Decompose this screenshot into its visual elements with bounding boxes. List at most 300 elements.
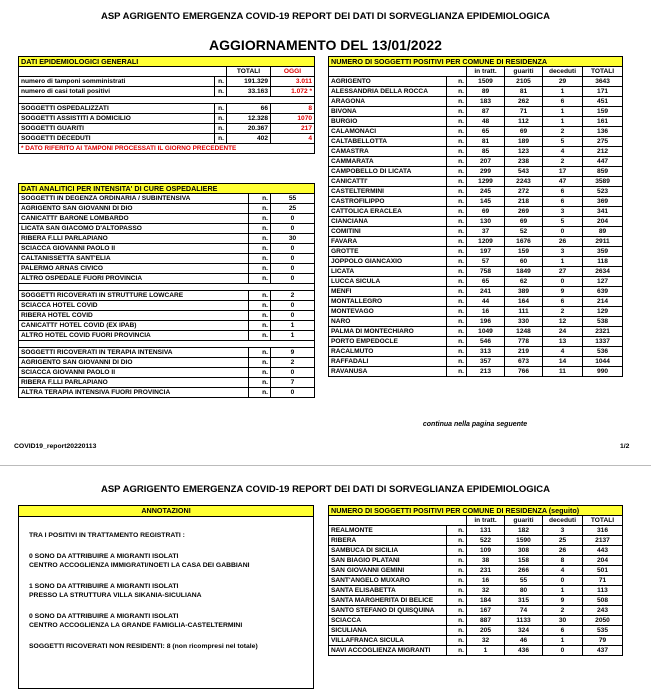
general-n: n.	[215, 114, 227, 124]
comune-value: 14	[543, 357, 583, 367]
annotation-line: CENTRO ACCOGLIENZA LA GRANDE FAMIGLIA-CASTELTERMINI	[29, 622, 243, 629]
comune-value: 136	[583, 127, 623, 137]
comune-value: 80	[505, 586, 543, 596]
hospital-label: CANICATTI' HOTEL COVID (EX IPAB)	[19, 321, 249, 331]
blank-cell	[329, 516, 447, 526]
general-label: SOGGETTI DECEDUTI	[19, 134, 215, 144]
comuni-table-continued	[328, 505, 623, 656]
hospital-n: n.	[249, 378, 271, 388]
comune-value: 87	[467, 107, 505, 117]
comune-value: n.	[447, 347, 467, 357]
comune-value: 6	[543, 297, 583, 307]
hospital-value: 30	[271, 234, 315, 244]
comune-value: 109	[467, 546, 505, 556]
blank-cell	[447, 67, 467, 77]
comune-name: VILLAFRANCA SICULA	[329, 636, 447, 646]
comune-value: 69	[505, 217, 543, 227]
general-n: n.	[215, 124, 227, 134]
comune-value: 207	[467, 157, 505, 167]
comune-value: 26	[543, 546, 583, 556]
comune-value: 214	[583, 297, 623, 307]
general-row	[19, 114, 315, 124]
comune-value: 182	[505, 526, 543, 536]
comuni-row	[329, 217, 623, 227]
comune-value: n.	[447, 277, 467, 287]
comune-value: n.	[447, 237, 467, 247]
comune-value: 2	[543, 157, 583, 167]
comune-value: 778	[505, 337, 543, 347]
general-row	[19, 77, 315, 87]
comune-value: 1849	[505, 267, 543, 277]
comuni-row	[329, 616, 623, 626]
general-n: n.	[215, 134, 227, 144]
hospital-label: RIBERA F.LLI PARLAPIANO	[19, 378, 249, 388]
comune-value: 32	[467, 586, 505, 596]
comune-value: 357	[467, 357, 505, 367]
general-label: SOGGETTI OSPEDALIZZATI	[19, 104, 215, 114]
comune-value: n.	[447, 287, 467, 297]
hospital-row	[19, 214, 315, 224]
comune-value: 673	[505, 357, 543, 367]
comune-value: 74	[505, 606, 543, 616]
comune-value: n.	[447, 317, 467, 327]
comune-value: 131	[467, 526, 505, 536]
comune-value: 1248	[505, 327, 543, 337]
annotation-line: SOGGETTI RICOVERATI NON RESIDENTI: 8 (non ricompresi nel totale)	[29, 642, 258, 650]
comune-name: RIBERA	[329, 536, 447, 546]
comuni-row	[329, 97, 623, 107]
comune-value: 9	[543, 596, 583, 606]
comuni-row	[329, 207, 623, 217]
comune-name: GROTTE	[329, 247, 447, 257]
comune-value: 55	[505, 576, 543, 586]
hospital-row	[19, 244, 315, 254]
hospital-value: 0	[271, 264, 315, 274]
comune-value: n.	[447, 606, 467, 616]
comune-value: n.	[447, 616, 467, 626]
comuni-col-header: guariti	[505, 516, 543, 526]
comune-value: 171	[583, 87, 623, 97]
comune-value: 113	[583, 586, 623, 596]
comuni-row	[329, 606, 623, 616]
comune-value: 183	[467, 97, 505, 107]
comune-value: 24	[543, 327, 583, 337]
comune-value: 159	[505, 247, 543, 257]
comune-name: CASTROFILIPPO	[329, 197, 447, 207]
annotation-paragraph	[29, 531, 303, 541]
comune-value: 2911	[583, 237, 623, 247]
comune-value: 129	[583, 307, 623, 317]
hospital-row	[19, 368, 315, 378]
comuni-row	[329, 107, 623, 117]
comune-value: 30	[543, 616, 583, 626]
comune-value: 205	[467, 626, 505, 636]
comune-value: n.	[447, 636, 467, 646]
general-today: 217	[271, 124, 315, 134]
comune-value: 111	[505, 307, 543, 317]
comune-value: 3643	[583, 77, 623, 87]
comune-name: SANTA ELISABETTA	[329, 586, 447, 596]
comune-value: 204	[583, 556, 623, 566]
report-date-title: AGGIORNAMENTO DEL 13/01/2022	[209, 37, 442, 53]
comune-value: 1044	[583, 357, 623, 367]
comune-value: 12	[543, 317, 583, 327]
hospital-value: 0	[271, 214, 315, 224]
comune-value: 0	[543, 576, 583, 586]
general-total: 20.367	[227, 124, 271, 134]
comune-name: LUCCA SICULA	[329, 277, 447, 287]
comune-value: 1	[543, 107, 583, 117]
comune-value: 1676	[505, 237, 543, 247]
comune-value: 213	[467, 367, 505, 377]
comune-value: 52	[505, 227, 543, 237]
comune-name: CASTELTERMINI	[329, 187, 447, 197]
general-today: 8	[271, 104, 315, 114]
hospital-value: 2	[271, 358, 315, 368]
hospital-n: n.	[249, 291, 271, 301]
comune-value: 5	[543, 137, 583, 147]
annotations-body	[19, 517, 313, 651]
hospital-label: ALTRA TERAPIA INTENSIVA FUORI PROVINCIA	[19, 388, 249, 398]
general-total: 12.328	[227, 114, 271, 124]
comune-value: n.	[447, 227, 467, 237]
comune-value: 523	[583, 187, 623, 197]
general-row	[19, 134, 315, 144]
comuni-row	[329, 546, 623, 556]
comune-name: REALMONTE	[329, 526, 447, 536]
comuni-row	[329, 646, 623, 656]
comune-value: 62	[505, 277, 543, 287]
comune-value: 6	[543, 626, 583, 636]
comune-value: 308	[505, 546, 543, 556]
hospital-label: SCIACCA GIOVANNI PAOLO II	[19, 368, 249, 378]
comune-value: 272	[505, 187, 543, 197]
hospital-label: SCIACCA GIOVANNI PAOLO II	[19, 244, 249, 254]
hospital-n: n.	[249, 388, 271, 398]
comune-value: n.	[447, 337, 467, 347]
annotation-line: CENTRO ACCOGLIENZA IMMIGRATI/NOETI LA CASA DEI GABBIANI	[29, 562, 250, 569]
comuni2-heading: NUMERO DI SOGGETTI POSITIVI PER COMUNE DI RESIDENZA (seguito)	[329, 506, 623, 516]
comune-name: SAN GIOVANNI GEMINI	[329, 566, 447, 576]
comune-value: n.	[447, 536, 467, 546]
general-total: 402	[227, 134, 271, 144]
general-note-row	[19, 144, 315, 154]
comuni-row	[329, 596, 623, 606]
comune-name: CALTABELLOTTA	[329, 137, 447, 147]
comune-value: 65	[467, 127, 505, 137]
comune-name: CANICATTI'	[329, 177, 447, 187]
comune-value: n.	[447, 247, 467, 257]
annotation-paragraph	[29, 642, 303, 652]
hospital-value: 0	[271, 274, 315, 284]
comune-value: 89	[467, 87, 505, 97]
hospital-row	[19, 274, 315, 284]
general-label: SOGGETTI ASSISTITI A DOMICILIO	[19, 114, 215, 124]
comune-value: 197	[467, 247, 505, 257]
comune-value: 127	[583, 277, 623, 287]
comune-value: n.	[447, 117, 467, 127]
comune-name: MONTALLEGRO	[329, 297, 447, 307]
general-row	[19, 124, 315, 134]
annotations-box	[18, 505, 314, 689]
comune-value: 0	[543, 277, 583, 287]
comuni-row	[329, 586, 623, 596]
hospital-row	[19, 378, 315, 388]
comune-value: 85	[467, 147, 505, 157]
comune-value: n.	[447, 596, 467, 606]
hospital-value: 7	[271, 378, 315, 388]
comuni-row	[329, 327, 623, 337]
comune-value: 543	[505, 167, 543, 177]
hospital-row	[19, 234, 315, 244]
comune-name: PALMA DI MONTECHIARO	[329, 327, 447, 337]
hospital-n: n.	[249, 204, 271, 214]
comune-value: 1590	[505, 536, 543, 546]
comune-value: 859	[583, 167, 623, 177]
comune-value: 161	[583, 117, 623, 127]
comuni-row	[329, 337, 623, 347]
comune-value: n.	[447, 646, 467, 656]
comuni-row	[329, 147, 623, 157]
comune-name: JOPPOLO GIANCAXIO	[329, 257, 447, 267]
comune-value: 330	[505, 317, 543, 327]
blank-cell	[329, 67, 447, 77]
comune-value: n.	[447, 526, 467, 536]
comune-value: 1049	[467, 327, 505, 337]
hospital-group-label: SOGGETTI IN DEGENZA ORDINARIA / SUBINTENSIVA	[19, 194, 249, 204]
hospital-label: AGRIGENTO SAN GIOVANNI DI DIO	[19, 204, 249, 214]
comune-value: n.	[447, 197, 467, 207]
comuni-row	[329, 526, 623, 536]
continued-note: continua nella pagina seguente	[422, 421, 528, 428]
hospital-value: 2	[271, 291, 315, 301]
comune-name: ARAGONA	[329, 97, 447, 107]
hospital-label: PALERMO ARNAS CIVICO	[19, 264, 249, 274]
comune-value: n.	[447, 77, 467, 87]
comune-value: 189	[505, 137, 543, 147]
comune-name: SCIACCA	[329, 616, 447, 626]
comuni-row	[329, 566, 623, 576]
comune-value: 1	[543, 636, 583, 646]
comune-value: 2243	[505, 177, 543, 187]
comuni-row	[329, 576, 623, 586]
comune-value: 71	[505, 107, 543, 117]
comune-value: n.	[447, 307, 467, 317]
comune-value: 112	[505, 117, 543, 127]
hospital-row	[19, 224, 315, 234]
hospital-n: n.	[249, 264, 271, 274]
comuni-row	[329, 117, 623, 127]
comune-value: 6	[543, 97, 583, 107]
comune-name: RAFFADALI	[329, 357, 447, 367]
comune-value: 639	[583, 287, 623, 297]
comuni-row	[329, 367, 623, 377]
hospital-row	[19, 311, 315, 321]
hospital-value: 9	[271, 348, 315, 358]
hospital-value: 0	[271, 368, 315, 378]
hospital-n: n.	[249, 194, 271, 204]
hospital-label: CANICATTI' BARONE LOMBARDO	[19, 214, 249, 224]
comune-value: 313	[467, 347, 505, 357]
comuni-col-header: in tratt.	[467, 516, 505, 526]
hospital-value: 0	[271, 254, 315, 264]
hospital-value: 55	[271, 194, 315, 204]
general-total: 191.329	[227, 77, 271, 87]
comune-value: 219	[505, 347, 543, 357]
annotation-paragraph	[29, 582, 303, 601]
comune-value: 275	[583, 137, 623, 147]
comune-name: CAMASTRA	[329, 147, 447, 157]
comune-name: AGRIGENTO	[329, 77, 447, 87]
hospital-label: LICATA SAN GIACOMO D'ALTOPASSO	[19, 224, 249, 234]
general-today: 4	[271, 134, 315, 144]
annotation-line: TRA I POSITIVI IN TRATTAMENTO REGISTRATI :	[29, 532, 185, 539]
comune-value: 8	[543, 556, 583, 566]
comuni-heading: NUMERO DI SOGGETTI POSITIVI PER COMUNE DI RESIDENZA	[329, 57, 623, 67]
comune-value: n.	[447, 207, 467, 217]
comuni-col-headers	[329, 516, 623, 526]
comuni-row	[329, 556, 623, 566]
comune-value: 167	[467, 606, 505, 616]
comune-value: 65	[467, 277, 505, 287]
comune-value: 266	[505, 566, 543, 576]
comune-name: LICATA	[329, 267, 447, 277]
hospital-value: 0	[271, 224, 315, 234]
general-note: * DATO RIFERITO AI TAMPONI PROCESSATI IL GIORNO PRECEDENTE	[19, 144, 315, 154]
hospital-data-table	[18, 183, 315, 398]
comune-name: COMITINI	[329, 227, 447, 237]
comune-value: 451	[583, 97, 623, 107]
comune-value: n.	[447, 107, 467, 117]
hospital-value: 1	[271, 321, 315, 331]
comune-value: 443	[583, 546, 623, 556]
hospital-row	[19, 254, 315, 264]
comune-value: 48	[467, 117, 505, 127]
comune-value: n.	[447, 327, 467, 337]
comuni-row	[329, 87, 623, 97]
comuni-row	[329, 177, 623, 187]
general-heading: DATI EPIDEMIOLOGICI GENERALI	[19, 57, 315, 67]
annotation-line: PRESSO LA STRUTTURA VILLA SIKANIA-SICULIANA	[29, 592, 202, 599]
comune-value: n.	[447, 177, 467, 187]
comune-value: 16	[467, 576, 505, 586]
comune-name: NAVI ACCOGLIENZA MIGRANTI	[329, 646, 447, 656]
comune-value: 245	[467, 187, 505, 197]
comune-name: CAMMARATA	[329, 157, 447, 167]
hospital-label: SCIACCA HOTEL COVID	[19, 301, 249, 311]
comune-value: 26	[543, 237, 583, 247]
comuni-row	[329, 77, 623, 87]
comune-value: 164	[505, 297, 543, 307]
comune-value: 437	[583, 646, 623, 656]
comune-value: 2050	[583, 616, 623, 626]
comune-value: 123	[505, 147, 543, 157]
comune-value: n.	[447, 147, 467, 157]
comune-name: CATTOLICA ERACLEA	[329, 207, 447, 217]
comune-value: 27	[543, 267, 583, 277]
comune-value: 238	[505, 157, 543, 167]
page-separator	[0, 465, 651, 466]
comune-name: SANT'ANGELO MUXARO	[329, 576, 447, 586]
spacer-row	[19, 284, 315, 291]
general-today: 3.011	[271, 77, 315, 87]
annotation-paragraph	[29, 612, 303, 631]
hospital-n: n.	[249, 274, 271, 284]
hospital-n: n.	[249, 348, 271, 358]
hospital-group-title	[19, 291, 315, 301]
hospital-n: n.	[249, 214, 271, 224]
comune-value: 536	[583, 347, 623, 357]
hospital-heading: DATI ANALITICI PER INTENSITA' DI CURE OSPEDALIERE	[19, 184, 315, 194]
hospital-n: n.	[249, 224, 271, 234]
comuni-col-header: deceduti	[543, 516, 583, 526]
footer-page: 1/2	[620, 443, 630, 450]
comune-value: 316	[583, 526, 623, 536]
comune-value: n.	[447, 137, 467, 147]
general-label: numero di casi totali positivi	[19, 87, 215, 97]
hospital-value: 25	[271, 204, 315, 214]
comune-name: SANTO STEFANO DI QUISQUINA	[329, 606, 447, 616]
hospital-row	[19, 358, 315, 368]
comune-value: 2	[543, 307, 583, 317]
comune-value: 44	[467, 297, 505, 307]
annotation-line: 0 SONO DA ATTRIBUIRE A MIGRANTI ISOLATI	[29, 552, 179, 560]
comune-name: SAN BIAGIO PLATANI	[329, 556, 447, 566]
comune-value: 1	[543, 586, 583, 596]
hospital-label: ALTRO HOTEL COVID FUORI PROVINCIA	[19, 331, 249, 341]
comuni-row	[329, 317, 623, 327]
comune-name: RACALMUTO	[329, 347, 447, 357]
comune-value: 130	[467, 217, 505, 227]
comune-value: 218	[505, 197, 543, 207]
comune-name: CAMPOBELLO DI LICATA	[329, 167, 447, 177]
col-oggi: OGGI	[271, 67, 315, 77]
annotation-line: 1 SONO DA ATTRIBUIRE A MIGRANTI ISOLATI	[29, 582, 179, 590]
comune-value: 1	[543, 117, 583, 127]
hospital-label: RIBERA F.LLI PARLAPIANO	[19, 234, 249, 244]
comune-value: 46	[505, 636, 543, 646]
hospital-row	[19, 331, 315, 341]
comuni-row	[329, 626, 623, 636]
comune-value: 1133	[505, 616, 543, 626]
comune-value: 501	[583, 566, 623, 576]
general-n: n.	[215, 77, 227, 87]
hospital-group-label: SOGGETTI RICOVERATI IN STRUTTURE LOWCARE	[19, 291, 249, 301]
comune-value: 158	[505, 556, 543, 566]
comune-value: n.	[447, 127, 467, 137]
comune-name: BURGIO	[329, 117, 447, 127]
comune-value: 81	[505, 87, 543, 97]
comune-value: 3	[543, 247, 583, 257]
comune-value: n.	[447, 157, 467, 167]
hospital-value: 1	[271, 331, 315, 341]
hospital-label: AGRIGENTO SAN GIOVANNI DI DIO	[19, 358, 249, 368]
comune-value: 1509	[467, 77, 505, 87]
hospital-value: 0	[271, 311, 315, 321]
spacer-cell	[19, 97, 315, 104]
comune-value: n.	[447, 217, 467, 227]
comune-value: 0	[543, 227, 583, 237]
comuni-col-header: in tratt.	[467, 67, 505, 77]
comune-name: CALAMONACI	[329, 127, 447, 137]
hospital-n: n.	[249, 321, 271, 331]
comune-value: 57	[467, 257, 505, 267]
comune-value: 204	[583, 217, 623, 227]
comuni-row	[329, 247, 623, 257]
comune-name: SANTA MARGHERITA DI BELICE	[329, 596, 447, 606]
comune-value: 0	[543, 646, 583, 656]
comune-value: n.	[447, 367, 467, 377]
